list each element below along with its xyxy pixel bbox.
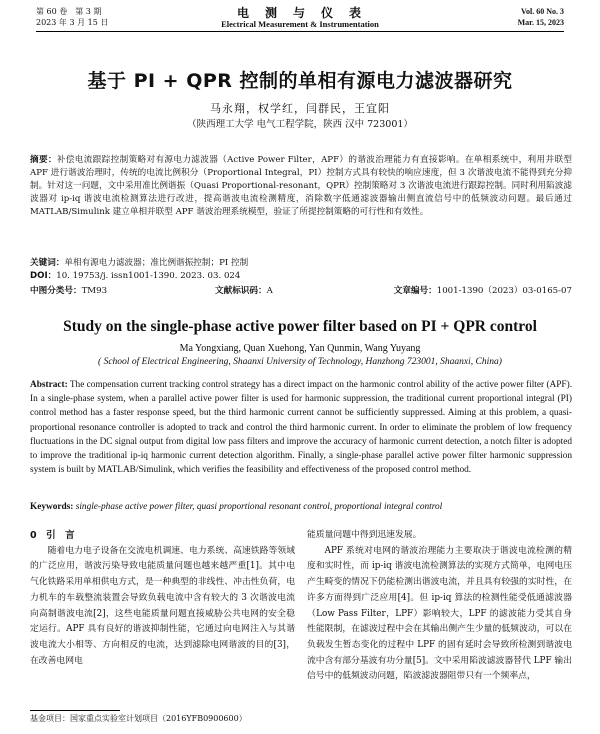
abstract-cn-label: 摘要： (30, 155, 57, 165)
body-continuation: 能质量问题中得到迅速发展。 (307, 530, 422, 540)
document-code-value: A (266, 286, 273, 296)
clc-value: TM93 (81, 286, 108, 296)
volume-issue-en: Vol. 60 No. 3 (520, 7, 564, 16)
volume-issue-cn: 第 60 卷 第 3 期 (36, 7, 102, 16)
authors-cn: 马永翔，权学红，闫群民，王宜阳 (210, 102, 390, 115)
body-paragraph: 随着电力电子设备在交流电机调速、电力系统、高速铁路等领域的广泛应用，谐波污染导致电能质量问题也越来越严重[1]。其中电气化铁路采用单相供电方式，是一种典型的非线性、冲击性负荷，电力机车的车载整流装置会导致负载电流中含有较大的 3 次谐波电流向高制谐波电流[2]，这些电能质量问题直接威胁公共电网的安全稳定运行。APF 具有良好的谐波抑制性能，它通过向电网注入与其谐波电流大小相等、方向相反的电流，达到滤除电网谐波的目的[3]，在改善电网电 (30, 545, 295, 666)
date-cn: 2023 年 3 月 15 日 (36, 18, 109, 27)
keywords-cn-text: 单相有源电力滤波器；准比例谐振控制；PI 控制 (64, 258, 249, 268)
keywords-cn (30, 257, 572, 270)
doi-label: DOI： (30, 271, 57, 281)
authors-en: Ma Yongxiang, Quan Xuehong, Yan Qunmin, Wang Yuyang (179, 343, 421, 354)
abstract-cn-text: 补偿电流跟踪控制策略对有源电力滤波器（Active Power Filter，APF）的谐波治理能力有直接影响。在单相系统中，利用并联型 APF 进行谐波治理时，传统的电流比例积分（Proportional Integral，PI）控制方式具有较快的响应速度，但 3 次谐波电流不能得到充分抑制。针对这一问题，文中采用准比例谐振（Quasi Proportional-resonant，QPR）控制策略对 3 次谐波电流进行跟踪控制。同时利用陷波滤波器对 ip-iq 谐波电流检测算法进行改进，提高谐波电流检测精度，消除数字低通滤波器输出侧直流信号中的低频波动问题。最后通过 MATLAB/Simulink 建立单相并联型 APF 谐波治理系统模型，验证了所提控制策略的可行性和有效性。 (30, 155, 572, 217)
date-en: Mar. 15, 2023 (517, 18, 564, 27)
abstract-en (30, 378, 572, 477)
document-code-label: 文献标识码： (215, 286, 267, 296)
paper-title-cn: 基于 PI + QPR 控制的单相有源电力滤波器研究 (87, 70, 513, 92)
affiliation-en: ( School of Electrical Engineering, Shaanxi University of Technology, Hanzhong 723001, Shaanxi, China) (98, 357, 502, 367)
footnote-rule (30, 710, 120, 711)
clc-label: 中图分类号： (30, 286, 82, 296)
keywords-en (30, 502, 572, 512)
paper-title-en: Study on the single-phase active power filter based on PI + QPR control (63, 318, 537, 335)
section-heading: 0 引 言 (30, 530, 75, 541)
journal-name-cn: 电 测 与 仪 表 (236, 6, 363, 20)
abstract-en-label: Abstract: (30, 380, 68, 390)
clc-number (30, 284, 107, 296)
abstract-cn (30, 154, 572, 219)
funding-footnote: 基金项目：国家重点实验室计划项目（2016YFB0900600） (30, 714, 247, 723)
article-number-label: 文章编号： (393, 286, 437, 296)
affiliation-cn: （陕西理工大学 电气工程学院，陕西 汉中 723001） (187, 119, 413, 130)
article-number-value: 1001-1390（2023）03-0165-07 (436, 286, 572, 296)
article-number (394, 284, 572, 296)
keywords-cn-label: 关键词： (30, 258, 65, 268)
body-paragraph: APF 系统对电网的谐波治理能力主要取决于谐波电流检测的精度和实时性，而 ip-iq 谐波电流检测算法的实现方式简单，电网电压产生畸变的情况下仍能检测出谐波电流，并且具有较强的实时性，在许多方面得到广泛应用[4]。但 ip-iq 算法的检测性能受低通滤波器（Low Pass Filter，LPF）影响较大，LPF 的滤波能力受其自身性能限制，在滤波过程中会在其输出侧产生少量的低频波动，可以在负载发生暂态变化的过程中 LPF 的固有延时会导致所检测到谐波电流中含有部分基波有功分量[5]。文中采用陷波滤波器替代 LPF 输出信号中的低频波动问题，陷波滤波器阻带只有一个频率点， (307, 545, 572, 682)
keywords-en-label: Keywords: (30, 502, 74, 512)
journal-name-en: Electrical Measurement & Instrumentation (221, 19, 379, 29)
doi-line (30, 270, 572, 283)
doi-text: 10. 19753/j. issn1001-1390. 2023. 03. 024 (56, 271, 241, 281)
document-code (215, 284, 273, 296)
body-left-column (30, 528, 295, 669)
keywords-en-text: single-phase active power filter, quasi proportional resonant control, proportional integral control (75, 502, 443, 512)
abstract-en-text: The compensation current tracking control strategy has a direct impact on the harmonic control ability of the active power filter (APF). In a single-phase system, when a parallel active power filter is used for harmonic suppression, the traditional current proportional integral (PI) control method has a faster response speed, but the third harmonic current cannot be sufficiently suppressed. Aiming at this problem, a quasi-proportional resonance controller is adopted to track and control the third harmonic current. In order to eliminate the problem of low frequency fluctuations in the DC signal output from digital low pass filters and improve the accuracy of harmonic current detection, a notch filter is adopted to improve the traditional ip-iq harmonic current detection algorithm. Finally, a single-phase parallel active power filter harmonic suppression system is built by MATLAB/Simulink, which verifies the feasibility and effectiveness of the proposed control method. (30, 380, 573, 476)
body-right-column (307, 528, 572, 685)
header-rule (36, 31, 564, 32)
